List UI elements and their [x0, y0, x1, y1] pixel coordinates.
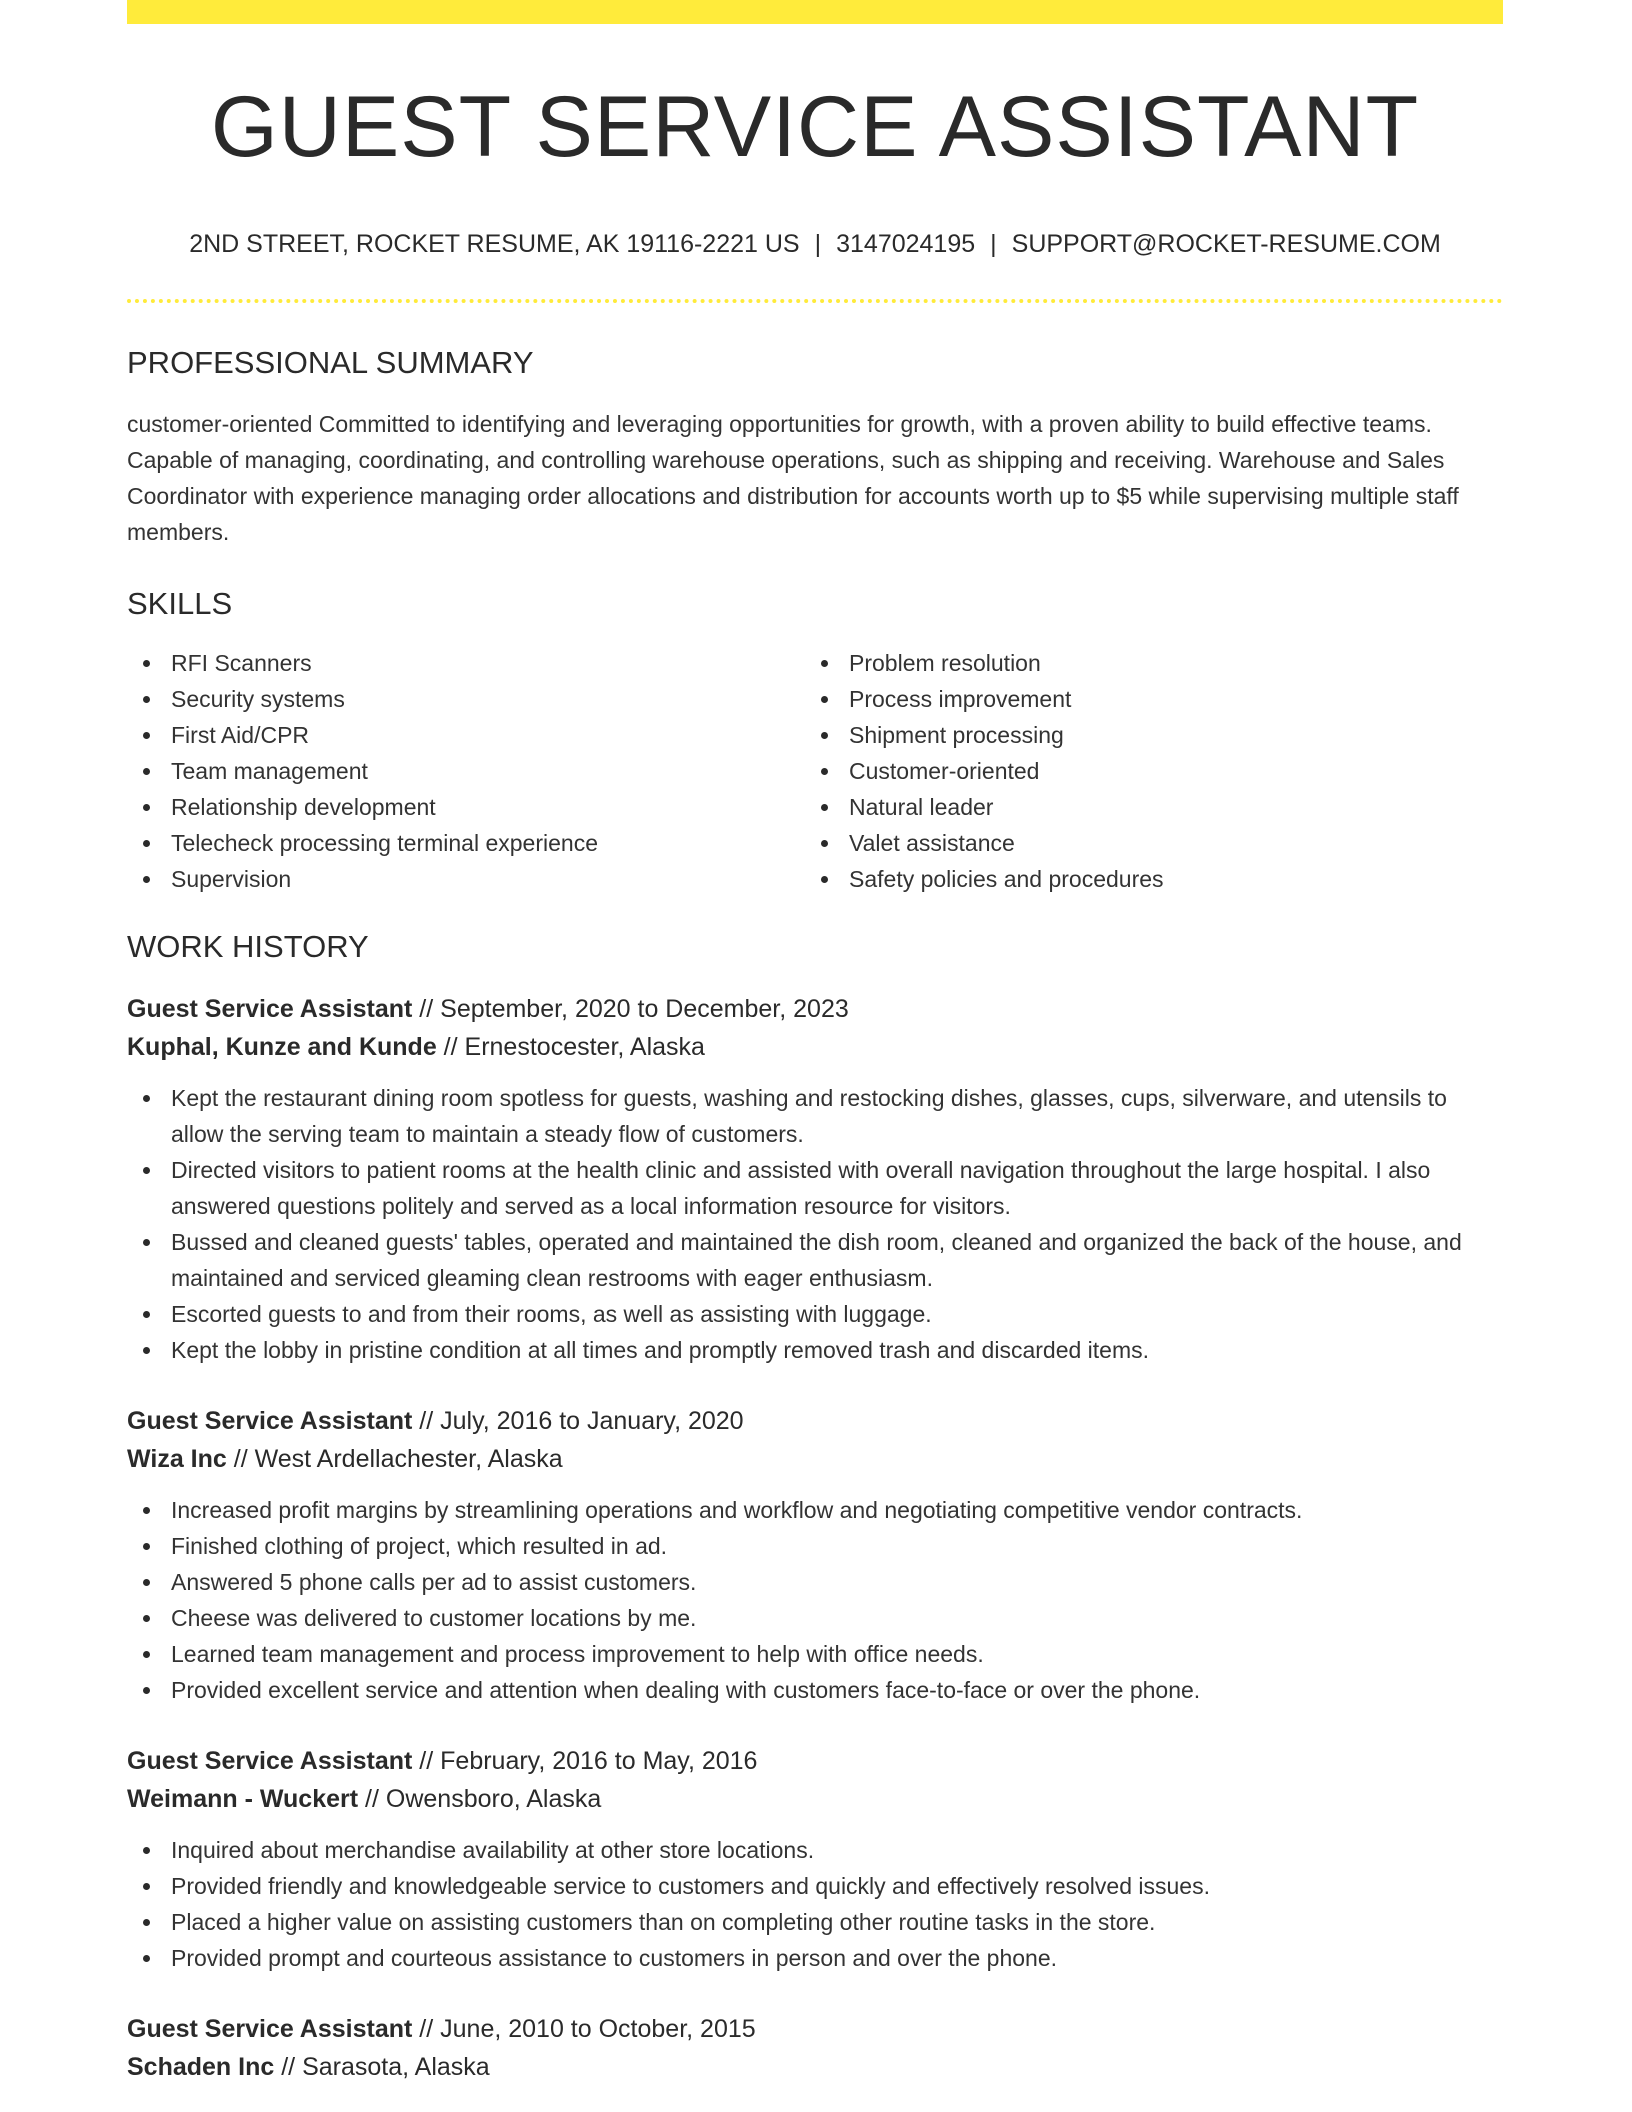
skills-column-left: [127, 645, 805, 897]
job-title-line: [127, 1742, 1503, 1780]
skill-item: Shipment processing: [805, 717, 1483, 753]
resume-page: [127, 0, 1503, 2086]
job-company-line: [127, 1440, 1503, 1478]
contact-line: [127, 232, 1503, 257]
contact-separator: |: [814, 230, 822, 258]
skill-item: Security systems: [127, 681, 805, 717]
job-bullet: Provided friendly and knowledgeable service to customers and quickly and effectively resolved issues.: [127, 1868, 1503, 1904]
job-bullet: Kept the restaurant dining room spotless for guests, washing and restocking dishes, glasses, cups, silverware, and utensils to allow the serving team to maintain a steady flow of customers.: [127, 1080, 1503, 1152]
contact-separator: |: [990, 230, 997, 258]
job-company-line: [127, 1780, 1503, 1818]
skill-item: Team management: [127, 753, 805, 789]
job-dates: February, 2016 to May, 2016: [440, 1747, 758, 1775]
contact-email: SUPPORT@ROCKET-RESUME.COM: [1011, 230, 1441, 258]
job-bullet: Cheese was delivered to customer locations by me.: [127, 1600, 1503, 1636]
job-bullet: Bussed and cleaned guests' tables, operated and maintained the dish room, cleaned and organized the back of the house, and maintained and serviced gleaming clean restrooms with eager enthusiasm.: [127, 1224, 1503, 1296]
skill-item: Telecheck processing terminal experience: [127, 825, 805, 861]
job-company: Kuphal, Kunze and Kunde: [127, 1033, 437, 1061]
divider: //: [365, 1785, 379, 1813]
skills-list: [127, 645, 1503, 897]
job-bullet: Placed a higher value on assisting customers than on completing other routine tasks in the store.: [127, 1904, 1503, 1940]
summary-text: customer-oriented Committed to identifying and leveraging opportunities for growth, with a proven ability to build effective teams. Capable of managing, coordinating, and controlling warehouse operations, such as shipping and receiving. Warehouse and Sales Coordinator with experience managing order allocations and distribution for accounts worth up to $5 while supervising multiple staff members.: [127, 411, 1459, 545]
divider: //: [419, 1747, 434, 1775]
job-title: Guest Service Assistant: [127, 1747, 413, 1775]
job-company: Wiza Inc: [127, 1445, 227, 1473]
job-dates: July, 2016 to January, 2020: [440, 1407, 744, 1435]
job-location: Sarasota, Alaska: [302, 2053, 490, 2081]
job-company-line: [127, 2048, 1503, 2086]
job-bullets: [127, 1492, 1503, 1708]
job-title-line: [127, 1402, 1503, 1440]
job-bullet: Answered 5 phone calls per ad to assist customers.: [127, 1564, 1503, 1600]
work-history-heading: WORK HISTORY: [127, 929, 369, 964]
job-dates: June, 2010 to October, 2015: [440, 2015, 756, 2043]
dotted-divider: [127, 299, 1503, 303]
job-company: Weimann - Wuckert: [127, 1785, 359, 1813]
skill-item: Process improvement: [805, 681, 1483, 717]
divider: //: [419, 995, 434, 1023]
contact-phone: 3147024195: [836, 230, 976, 258]
skill-item: Natural leader: [805, 789, 1483, 825]
summary-heading: PROFESSIONAL SUMMARY: [127, 345, 534, 380]
skill-item: Supervision: [127, 861, 805, 897]
job-bullet: Increased profit margins by streamlining operations and workflow and negotiating competitive vendor contracts.: [127, 1492, 1503, 1528]
skill-item: Valet assistance: [805, 825, 1483, 861]
job-bullet: Kept the lobby in pristine condition at all times and promptly removed trash and discarded items.: [127, 1332, 1503, 1368]
job-location: West Ardellachester, Alaska: [254, 1445, 563, 1473]
skill-item: Safety policies and procedures: [805, 861, 1483, 897]
divider: //: [281, 2053, 296, 2081]
job-company-line: [127, 1028, 1503, 1066]
job-company: Schaden Inc: [127, 2053, 275, 2081]
job-location: Ernestocester, Alaska: [464, 1033, 705, 1061]
job-bullet: Escorted guests to and from their rooms, as well as assisting with luggage.: [127, 1296, 1503, 1332]
job-title-line: [127, 2010, 1503, 2048]
divider: //: [419, 1407, 434, 1435]
skill-item: Customer-oriented: [805, 753, 1483, 789]
job-entry: [127, 2010, 1503, 2086]
job-bullet: Finished clothing of project, which resulted in ad.: [127, 1528, 1503, 1564]
job-bullet: Learned team management and process improvement to help with office needs.: [127, 1636, 1503, 1672]
job-entry: [127, 1742, 1503, 1976]
skill-item: First Aid/CPR: [127, 717, 805, 753]
job-bullet: Directed visitors to patient rooms at the health clinic and assisted with overall navigation throughout the large hospital. I also answered questions politely and served as a local information resource for visitors.: [127, 1152, 1503, 1224]
job-title-line: [127, 990, 1503, 1028]
job-dates: September, 2020 to December, 2023: [440, 995, 849, 1023]
divider: //: [419, 2015, 434, 2043]
job-bullets: [127, 1832, 1503, 1976]
skills-column-right: [805, 645, 1483, 897]
job-title: Guest Service Assistant: [127, 2015, 413, 2043]
accent-bar: [127, 0, 1503, 24]
job-entry: [127, 990, 1503, 1368]
resume-name: GUEST SERVICE ASSISTANT: [210, 79, 1420, 175]
contact-address: 2ND STREET, ROCKET RESUME, AK 19116-2221 US: [189, 230, 800, 258]
skill-item: Problem resolution: [805, 645, 1483, 681]
job-title: Guest Service Assistant: [127, 995, 413, 1023]
job-entry: [127, 1402, 1503, 1708]
job-bullets: [127, 1080, 1503, 1368]
skill-item: Relationship development: [127, 789, 805, 825]
skill-item: RFI Scanners: [127, 645, 805, 681]
job-location: Owensboro, Alaska: [385, 1785, 602, 1813]
divider: //: [443, 1033, 458, 1061]
job-bullet: Provided prompt and courteous assistance to customers in person and over the phone.: [127, 1940, 1503, 1976]
job-bullet: Inquired about merchandise availability at other store locations.: [127, 1832, 1503, 1868]
job-bullet: Provided excellent service and attention when dealing with customers face-to-face or over the phone.: [127, 1672, 1503, 1708]
job-title: Guest Service Assistant: [127, 1407, 413, 1435]
skills-heading: SKILLS: [127, 586, 233, 621]
divider: //: [233, 1445, 248, 1473]
